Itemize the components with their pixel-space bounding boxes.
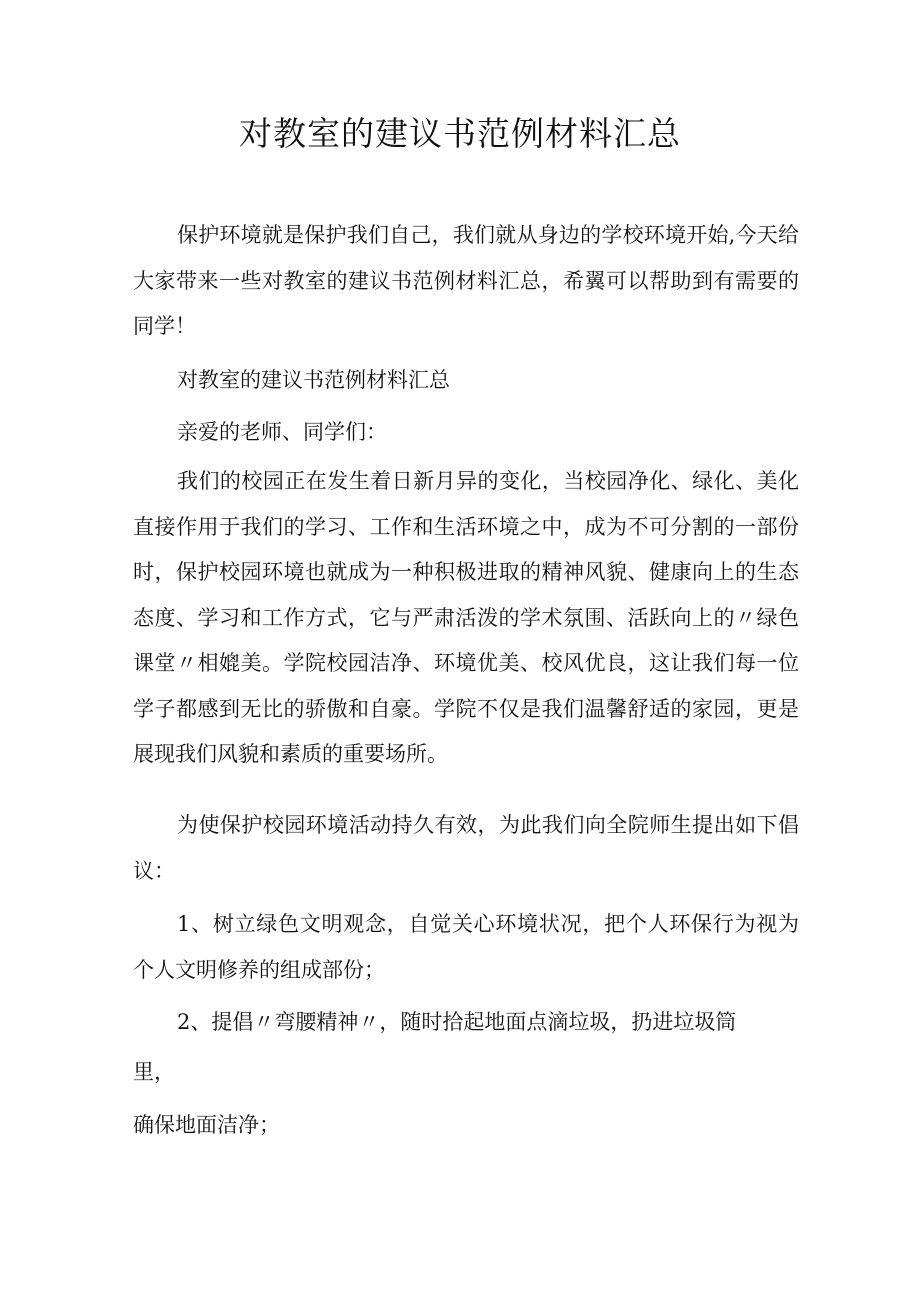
intro-paragraph: 保护环境就是保护我们自己，我们就从身边的学校环境开始,今天给大家带来一些对教室的建议书范例材料汇总，希翼可以帮助到有需要的同学！ — [133, 223, 799, 338]
document-title: 对教室的建议书范例材料汇总 — [239, 114, 681, 153]
body-paragraph-campus: 我们的校园正在发生着日新月异的变化，当校园净化、绿化、美化直接作用于我们的学习、工作和生活环境之中，成为不可分割的一部份时，保护校园环境也就成为一种积极进取的精神风貌、健康向上的生态态度、学习和工作方式，它与严肃活泼的学术氛围、活跃向上的〃绿色课堂〃相媲美。学院校园洁净、环境优美、校风优良，这让我们每一位学子都感到无比的骄傲和自豪。学院不仅是我们温馨舒适的家园，更是展现我们风貌和素质的重要场所。 — [133, 469, 799, 766]
proposal-item-2: 2、提倡〃弯腰精神〃，随时拾起地面点滴垃圾，扔进垃圾筒 — [177, 1010, 737, 1034]
subtitle-paragraph: 对教室的建议书范例材料汇总 — [177, 368, 450, 392]
salutation-paragraph: 亲爱的老师、同学们： — [177, 420, 387, 444]
proposal-item-2-end: 确保地面洁净； — [133, 1113, 280, 1137]
proposal-item-1: 1、树立绿色文明观念，自觉关心环境状况，把个人环保行为视为个人文明修养的组成部份； — [133, 912, 799, 982]
body-paragraph-proposal: 为使保护校园环境活动持久有效，为此我们向全院师生提出如下倡议： — [133, 813, 799, 883]
proposal-item-2-continued: 里， — [133, 1060, 175, 1084]
